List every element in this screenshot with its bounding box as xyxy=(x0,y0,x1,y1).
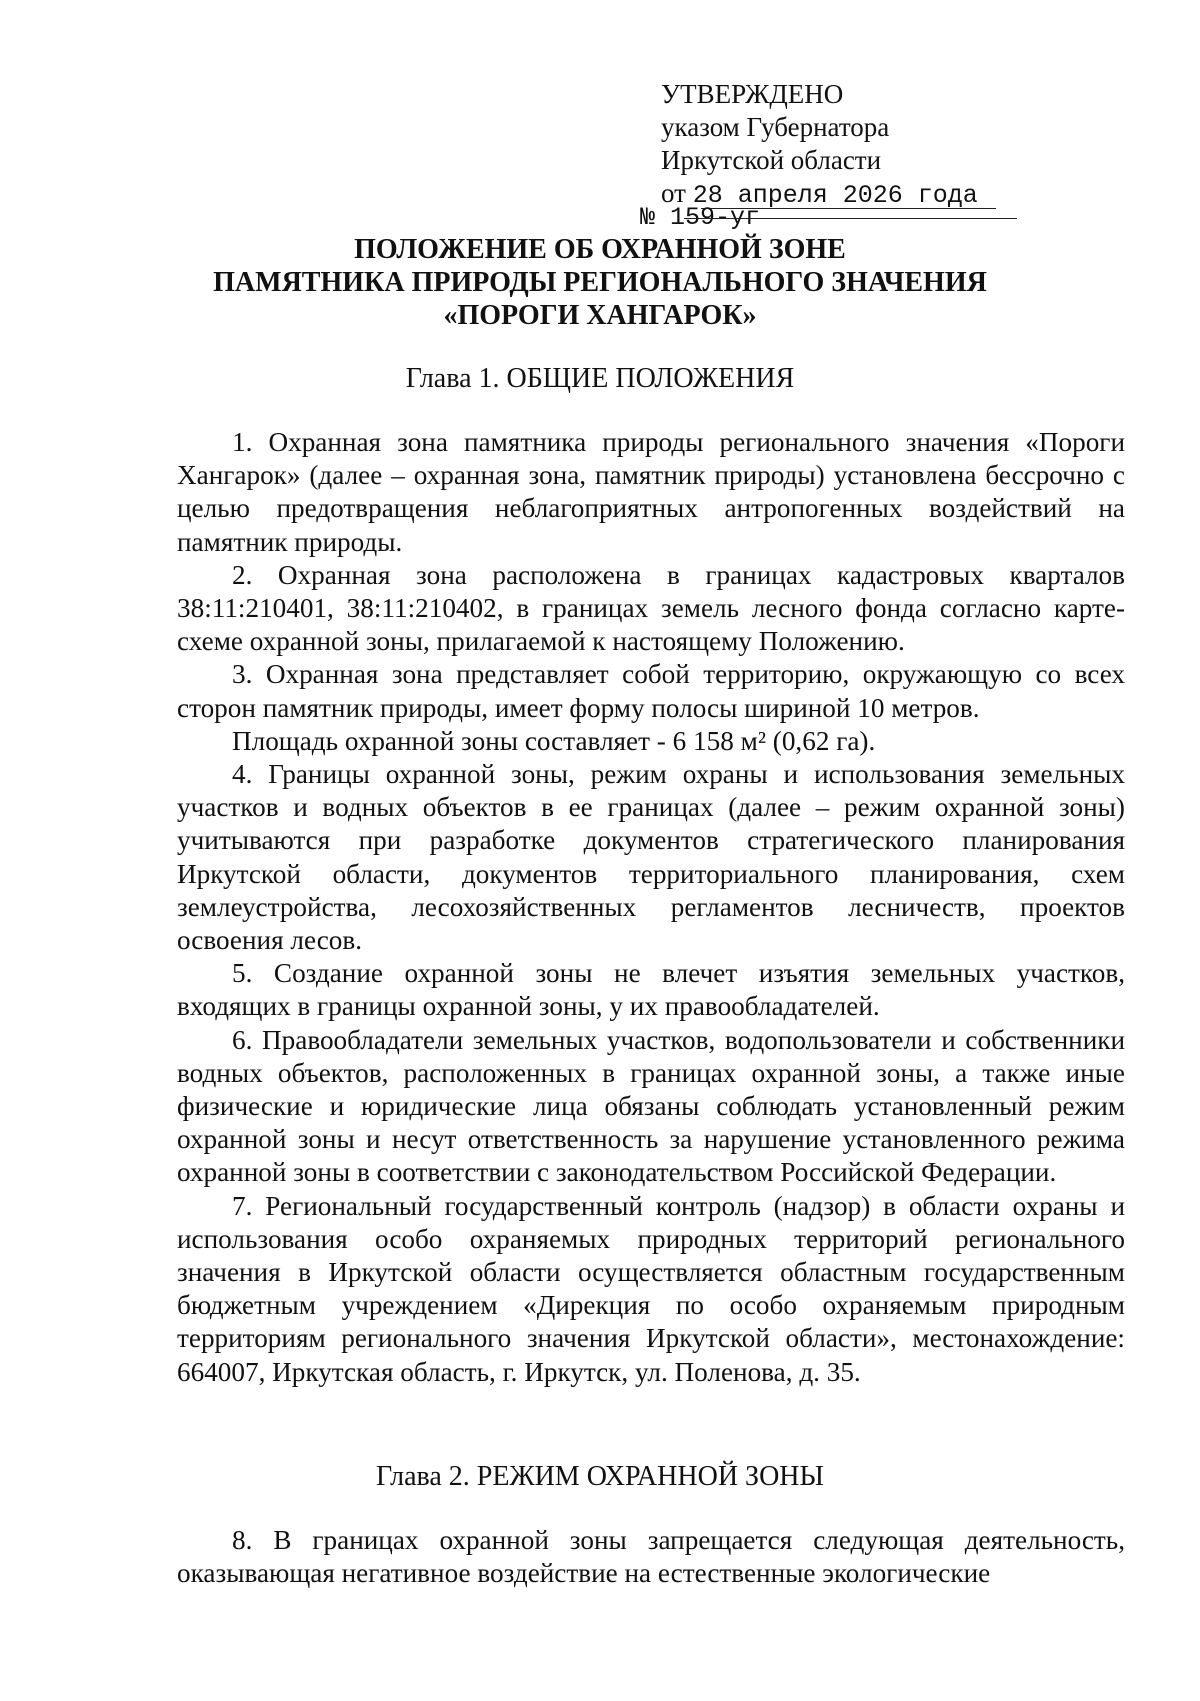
chapter-2-heading: Глава 2. РЕЖИМ ОХРАННОЙ ЗОНЫ xyxy=(376,1461,824,1492)
title-line-1: ПОЛОЖЕНИЕ ОБ ОХРАННОЙ ЗОНЕ xyxy=(354,234,846,265)
paragraph-6: 6. Правообладатели земельных участков, водопользователи и собственники водных объектов, расположенных в границах охранной зоны, а также иные физические и юридические лица обязаны соблюдать установленный режим охранной зоны и несут ответственность за нарушение установленного режима охранной зоны в соответствии с законодательством Российской Федерации. xyxy=(177,1024,1125,1188)
chapter-2-body xyxy=(177,1524,1125,1590)
approval-number-value: № 159-уг xyxy=(640,203,761,232)
approval-date-prefix: от xyxy=(661,178,686,208)
number-underline xyxy=(684,218,1017,219)
paragraph-4: 4. Границы охранной зоны, режим охраны и использования земельных участков и водных объектов в ее границах (далее – режим охранной зоны) учитываются при разработке документов стратегического планирования Иркутской области, документов территориального планирования, схем землеустройства, лесохозяйственных регламентов лесничеств, проектов освоения лесов. xyxy=(177,759,1125,956)
title-line-3: «ПОРОГИ ХАНГАРОК» xyxy=(443,300,757,331)
paragraph-2: 2. Охранная зона расположена в границах кадастровых кварталов 38:11:210401, 38:11:210402, в границах земель лесного фонда согласно карте-схеме охранной зоны, прилагаемой к настоящему Положению. xyxy=(177,559,1125,657)
approval-title: УТВЕРЖДЕНО xyxy=(661,79,844,109)
approval-issuer: указом Губернатора xyxy=(661,112,890,142)
approval-block xyxy=(661,78,1001,212)
document-title xyxy=(150,233,1050,332)
approval-region: Иркутской области xyxy=(661,145,882,175)
paragraph-3: 3. Охранная зона представляет собой территорию, окружающую со всех сторон памятник природы, имеет форму полосы шириной 10 метров. xyxy=(177,659,1125,723)
paragraph-area: Площадь охранной зоны составляет - 6 158 м² (0,62 га). xyxy=(232,725,876,756)
approval-number xyxy=(640,203,760,232)
chapter-1-body xyxy=(177,426,1125,1389)
paragraph-5: 5. Создание охранной зоны не влечет изъятия земельных участков, входящих в границы охранной зоны, у их правообладателей. xyxy=(177,958,1125,1022)
paragraph-8: 8. В границах охранной зоны запрещается следующая деятельность, оказывающая негативное воздействие на естественные экологические xyxy=(177,1525,1125,1589)
paragraph-7: 7. Региональный государственный контроль (надзор) в области охраны и использования особо охраняемых природных территорий регионального значения в Иркутской области осуществляется областным государственным бюджетным учреждением «Дирекция по особо охраняемым природным территориям регионального значения Иркутской области», местонахождение: 664007, Иркутская область, г. Иркутск, ул. Поленова, д. 35. xyxy=(177,1190,1125,1387)
title-line-2: ПАМЯТНИКА ПРИРОДЫ РЕГИОНАЛЬНОГО ЗНАЧЕНИЯ xyxy=(213,267,987,298)
paragraph-1: 1. Охранная зона памятника природы регионального значения «Пороги Хангарок» (далее – охранная зона, памятник природы) установлена бессрочно с целью предотвращения неблагоприятных антропогенных воздействий на памятник природы. xyxy=(177,427,1125,557)
chapter-1-heading: Глава 1. ОБЩИЕ ПОЛОЖЕНИЯ xyxy=(405,363,795,394)
approval-date-value: 28 апреля 2026 года xyxy=(692,181,978,210)
